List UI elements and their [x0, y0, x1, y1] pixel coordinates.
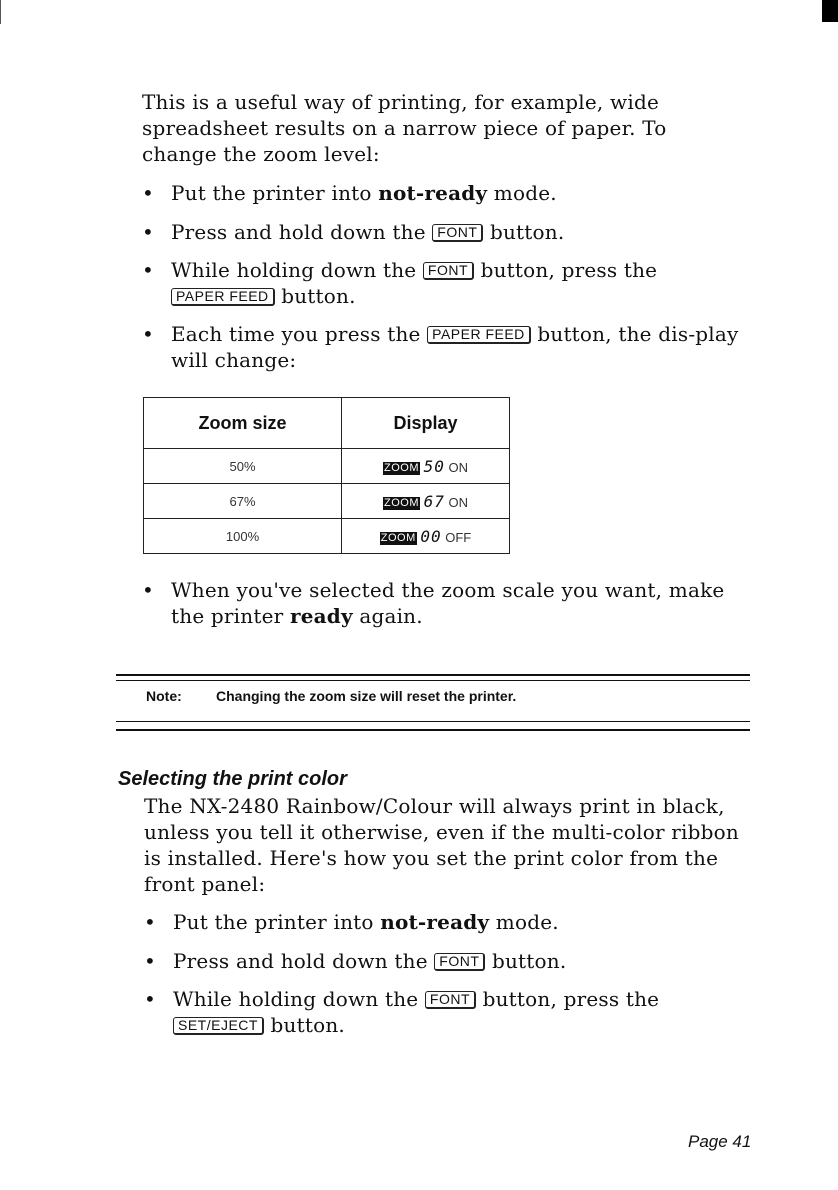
paper-feed-key-label: PAPER FEED [427, 326, 531, 344]
display-header: Display [342, 398, 510, 449]
edge-line [0, 0, 1, 24]
display-digits: 50 [423, 456, 445, 476]
table-header-row [144, 398, 510, 449]
display-state: ON [448, 494, 468, 510]
note-text: Changing the zoom size will reset the printer. [216, 688, 517, 704]
paper-feed-key-label: PAPER FEED [171, 288, 275, 306]
zoom-indicator: ZOOM [380, 531, 416, 544]
zoom-final-step: • When you've selected the zoom scale you want, make the printer ready again. [142, 578, 725, 628]
bullet-dot: • [144, 949, 156, 973]
note-bottom-rule [116, 729, 750, 731]
table-row [144, 484, 510, 519]
note [146, 688, 516, 704]
table-row [144, 519, 510, 554]
zoom-step-4: • Each time you press the PAPER FEED button, the dis-play will change: [142, 322, 739, 372]
note-top-rule [116, 674, 750, 676]
bullet-dot: • [144, 910, 156, 934]
zoom-size-cell: 67% [144, 484, 342, 519]
zoom-size-cell: 50% [144, 449, 342, 484]
note-bottom-rule-thin [116, 721, 750, 722]
note-top-rule-thin [116, 680, 750, 681]
zoom-size-cell: 100% [144, 519, 342, 554]
display-cell [342, 484, 510, 519]
display-state: ON [448, 459, 468, 475]
color-step-3: • While holding down the FONT button, press the SET/EJECT button. [144, 987, 660, 1037]
bullet-dot: • [144, 987, 156, 1011]
intro-paragraph: This is a useful way of printing, for example, wide spreadsheet results on a narrow piece of paper. To change the zoom level: [142, 90, 667, 166]
zoom-table [143, 397, 510, 554]
zoom-step-1: • Put the printer into not-ready mode. [142, 181, 557, 205]
font-key-label: FONT [423, 262, 474, 280]
corner-mark [822, 0, 838, 22]
font-key-label: FONT [434, 953, 485, 971]
table-row [144, 449, 510, 484]
font-key-label: FONT [432, 224, 483, 242]
set-eject-key-label: SET/EJECT [173, 1017, 264, 1035]
bullet-dot: • [142, 220, 154, 244]
bullet-dot: • [142, 322, 154, 346]
section-heading: Selecting the print color [118, 768, 347, 790]
display-digits: 67 [423, 491, 445, 511]
display-digits: 00 [420, 526, 442, 546]
zoom-indicator: ZOOM [383, 496, 419, 509]
bullet-dot: • [142, 578, 154, 602]
page-number: Page 41 [688, 1132, 752, 1151]
color-step-2: • Press and hold down the FONT button. [144, 949, 567, 973]
font-key-label: FONT [425, 991, 476, 1009]
zoom-step-3: • While holding down the FONT button, press the PAPER FEED button. [142, 258, 658, 308]
display-cell [342, 449, 510, 484]
zoom-size-header: Zoom size [144, 398, 342, 449]
display-cell [342, 519, 510, 554]
bullet-dot: • [142, 181, 154, 205]
display-state: OFF [445, 529, 472, 545]
color-intro-paragraph: The NX-2480 Rainbow/Colour will always print in black, unless you tell it otherwise, even if the multi-color ribbon is installed. Here's how you set the print color from the front panel: [144, 794, 739, 896]
zoom-indicator: ZOOM [383, 461, 419, 474]
note-label: Note: [146, 688, 182, 704]
bullet-dot: • [142, 258, 154, 282]
color-step-1: • Put the printer into not-ready mode. [144, 910, 559, 934]
zoom-step-2: • Press and hold down the FONT button. [142, 220, 565, 244]
